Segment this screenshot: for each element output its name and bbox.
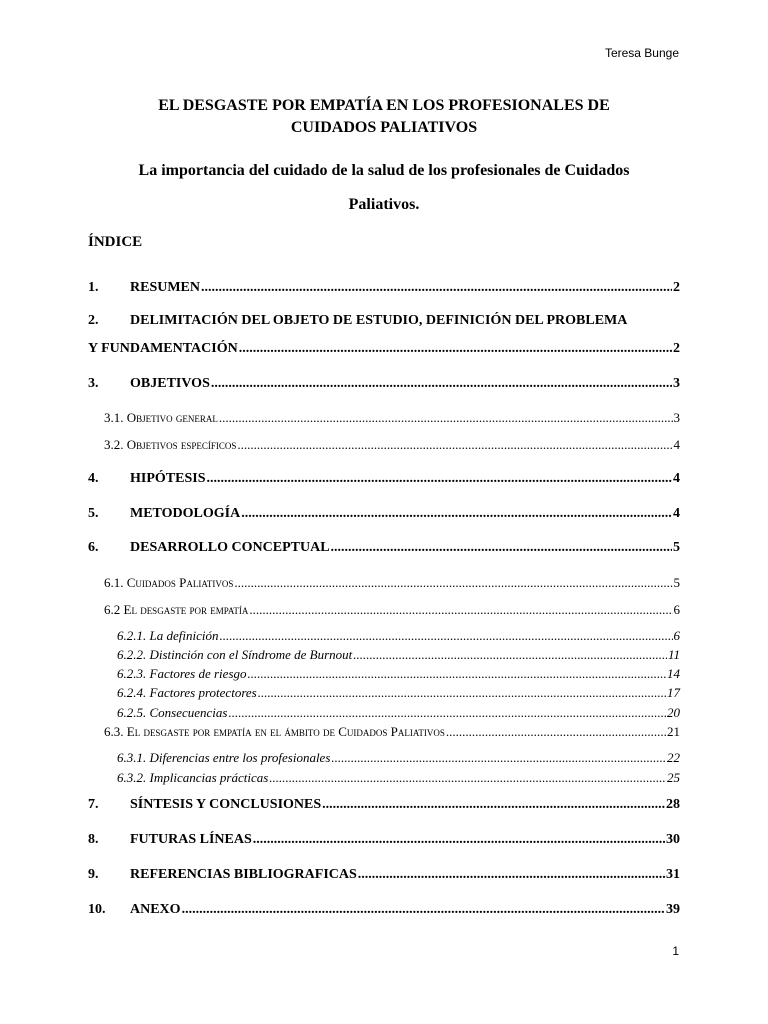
- toc-entry-number: 3.1.: [104, 410, 124, 425]
- toc-leader-dots: [239, 341, 672, 357]
- toc-entry-page: 6: [673, 628, 680, 643]
- toc-entry-page: 31: [666, 867, 680, 882]
- toc-entry-label: SÍNTESIS Y CONCLUSIONES: [130, 797, 322, 812]
- toc-entry-page: 4: [673, 471, 680, 486]
- page-number: 1: [672, 944, 679, 958]
- toc-entry-page: 20: [667, 705, 680, 720]
- toc-entry-label: REFERENCIAS BIBLIOGRAFICAS: [130, 867, 357, 882]
- toc-entry-page: 5: [673, 540, 680, 555]
- toc-entry-delimitacion-line-2[interactable]: [88, 341, 680, 357]
- toc-leader-dots: [253, 832, 665, 848]
- toc-entry-number: 6.2.1.: [117, 628, 147, 643]
- toc-entry-objetivos[interactable]: [88, 376, 680, 392]
- toc-entry-referencias[interactable]: [88, 867, 680, 883]
- header-author: Teresa Bunge: [604, 46, 679, 60]
- toc-entry-distincion-burnout[interactable]: [117, 647, 680, 663]
- toc-leader-dots: [322, 797, 665, 813]
- toc-entry-label: Consecuencias: [149, 705, 228, 720]
- toc-entry-number: 6.3.: [104, 724, 124, 739]
- toc-entry-diferencias-profesionales[interactable]: [117, 750, 680, 766]
- toc-entry-consecuencias[interactable]: [117, 705, 680, 721]
- toc-leader-dots: [248, 666, 667, 682]
- document-subtitle: [88, 154, 680, 222]
- toc-entry-label: HIPÓTESIS: [130, 471, 206, 486]
- toc-entry-delimitacion-line-1[interactable]: [88, 313, 680, 329]
- toc-leader-dots: [331, 750, 666, 766]
- toc-entry-futuras-lineas[interactable]: [88, 832, 680, 848]
- toc-leader-dots: [358, 867, 665, 883]
- toc-entry-resumen[interactable]: [88, 280, 680, 296]
- toc-entry-page: 39: [666, 902, 680, 917]
- toc-heading: ÍNDICE: [88, 234, 143, 250]
- toc-entry-number: 3.: [88, 376, 99, 391]
- toc-entry-page: 2: [673, 280, 680, 295]
- toc-entry-page: 30: [666, 832, 680, 847]
- toc-entry-label: Objetivos específicos: [126, 437, 237, 452]
- toc-entry-la-definicion[interactable]: [117, 628, 680, 644]
- toc-entry-page: 3: [673, 410, 680, 425]
- toc-entry-number: 6.2.4.: [117, 685, 147, 700]
- toc-entry-number: 7.: [88, 797, 99, 812]
- toc-entry-label: FUTURAS LÍNEAS: [130, 832, 252, 847]
- toc-entry-number: 9.: [88, 867, 99, 882]
- toc-entry-page: 28: [666, 797, 680, 812]
- toc-leader-dots: [269, 770, 666, 786]
- toc-entry-page: 4: [673, 437, 680, 452]
- toc-entry-label: Factores de riesgo: [149, 666, 247, 681]
- toc-leader-dots: [211, 376, 672, 392]
- toc-entry-objetivos-especificos[interactable]: [104, 437, 680, 453]
- toc-leader-dots: [201, 280, 672, 296]
- toc-entry-page: 14: [667, 666, 680, 681]
- toc-leader-dots: [353, 647, 667, 663]
- toc-entry-number: 1.: [88, 280, 99, 295]
- toc-entry-number: 6.3.2.: [117, 770, 147, 785]
- toc-entry-label: El desgaste por empatía: [123, 602, 249, 617]
- toc-entry-label: Implicancias prácticas: [149, 770, 269, 785]
- toc-leader-dots: [241, 506, 672, 522]
- toc-entry-label: Factores protectores: [149, 685, 257, 700]
- toc-entry-label: Cuidados Paliativos: [126, 575, 234, 590]
- toc-entry-number: 6.2.5.: [117, 705, 147, 720]
- toc-entry-page: 11: [667, 647, 680, 662]
- title-line-1: EL DESGASTE POR EMPATÍA EN LOS PROFESIONALES DE: [158, 97, 610, 114]
- toc-entry-label: DESARROLLO CONCEPTUAL: [130, 540, 330, 555]
- toc-leader-dots: [228, 705, 666, 721]
- toc-entry-label: Distinción con el Síndrome de Burnout: [149, 647, 353, 662]
- toc-entry-number: 6.: [88, 540, 99, 555]
- toc-entry-label: DELIMITACIÓN DEL OBJETO DE ESTUDIO, DEFINICIÓN DEL PROBLEMA: [130, 313, 628, 328]
- title-line-2: CUIDADOS PALIATIVOS: [290, 119, 478, 136]
- toc-entry-number: 10.: [88, 902, 106, 917]
- toc-entry-page: 4: [673, 506, 680, 521]
- toc-entry-number: 3.2.: [104, 437, 124, 452]
- toc-entry-page: 25: [667, 770, 680, 785]
- toc-entry-page: 2: [673, 341, 680, 356]
- toc-leader-dots: [219, 628, 672, 644]
- toc-entry-hipotesis[interactable]: [88, 471, 680, 487]
- toc-entry-ambito-cuidados-paliativos[interactable]: [104, 724, 680, 740]
- toc-leader-dots: [331, 540, 672, 556]
- toc-entry-page: 21: [667, 724, 680, 739]
- toc-entry-label: ANEXO: [130, 902, 181, 917]
- toc-entry-label: Diferencias entre los profesionales: [149, 750, 331, 765]
- toc-entry-label: El desgaste por empatía en el ámbito de Cuidados Paliativos: [126, 724, 445, 739]
- toc-entry-label: METODOLOGÍA: [130, 506, 241, 521]
- toc-entry-number: 5.: [88, 506, 99, 521]
- toc-leader-dots: [249, 602, 672, 618]
- toc-entry-number: 6.2.2.: [117, 647, 147, 662]
- toc-entry-number: 4.: [88, 471, 99, 486]
- toc-entry-number: 6.3.1.: [117, 750, 147, 765]
- toc-leader-dots: [234, 575, 672, 591]
- toc-entry-number: 2.: [88, 313, 99, 328]
- toc-entry-objetivo-general[interactable]: [104, 410, 680, 426]
- toc-entry-metodologia[interactable]: [88, 506, 680, 522]
- toc-entry-label: OBJETIVOS: [130, 376, 210, 391]
- toc-leader-dots: [206, 471, 672, 487]
- toc-leader-dots: [258, 685, 666, 701]
- toc-entry-factores-protectores[interactable]: [117, 685, 680, 701]
- toc-entry-desgaste-por-empatia[interactable]: [104, 602, 680, 618]
- toc-entry-page: 3: [673, 376, 680, 391]
- toc-entry-desarrollo-conceptual[interactable]: [88, 540, 680, 556]
- toc-entry-number: 6.1.: [104, 575, 124, 590]
- toc-entry-implicancias-practicas[interactable]: [117, 770, 680, 786]
- toc-entry-label: Y FUNDAMENTACIÓN: [88, 341, 238, 356]
- toc-entry-label: La definición: [149, 628, 219, 643]
- toc-entry-anexo[interactable]: [88, 902, 680, 918]
- toc-leader-dots: [237, 437, 672, 453]
- subtitle-line-1: La importancia del cuidado de la salud de los profesionales de Cuidados: [138, 162, 630, 179]
- toc-entry-number: 6.2: [104, 602, 121, 617]
- toc-leader-dots: [446, 724, 666, 740]
- document-title: [88, 95, 680, 139]
- toc-entry-label: RESUMEN: [130, 280, 201, 295]
- subtitle-line-2: Paliativos.: [348, 196, 420, 213]
- toc-entry-page: 5: [673, 575, 680, 590]
- toc-entry-page: 17: [667, 685, 680, 700]
- toc-entry-cuidados-paliativos[interactable]: [104, 575, 680, 591]
- toc-entry-number: 6.2.3.: [117, 666, 147, 681]
- toc-entry-page: 6: [673, 602, 680, 617]
- toc-entry-label: Objetivo general: [126, 410, 218, 425]
- toc-leader-dots: [182, 902, 665, 918]
- toc-entry-factores-riesgo[interactable]: [117, 666, 680, 682]
- toc-entry-page: 22: [667, 750, 680, 765]
- toc-entry-number: 8.: [88, 832, 99, 847]
- toc-entry-sintesis-conclusiones[interactable]: [88, 797, 680, 813]
- toc-leader-dots: [219, 410, 673, 426]
